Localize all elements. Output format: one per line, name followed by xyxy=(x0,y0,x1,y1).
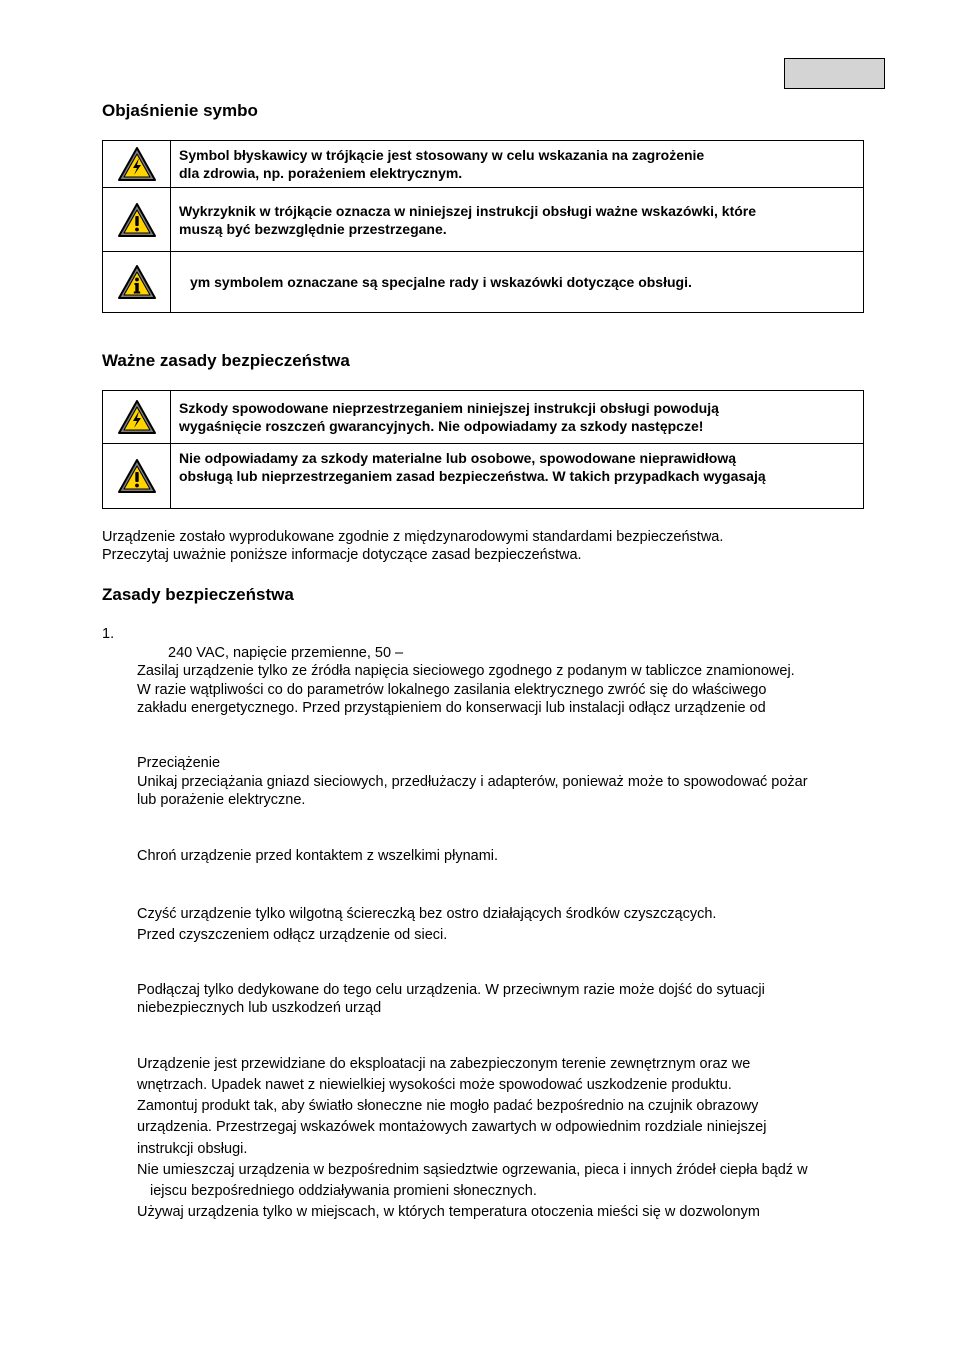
text-line: Nie odpowiadamy za szkody materialne lub osobowe, spowodowane nieprawidłową xyxy=(179,450,736,466)
text-line: Szkody spowodowane nieprzestrzeganiem niniejszej instrukcji obsługi powodują xyxy=(179,400,719,416)
overload-line: Unikaj przeciążania gniazd sieciowych, przedłużaczy i adapterów, ponieważ może to spowodować pożar xyxy=(137,774,808,790)
location-line: iejscu bezpośredniego oddziaływania promieni słonecznych. xyxy=(150,1183,537,1199)
liquids-line: Chroń urządzenie przed kontaktem z wszelkimi płynami. xyxy=(137,848,499,864)
location-line: Używaj urządzenia tylko w miejscach, w których temperatura otoczenia mieści się w dozwolonym xyxy=(137,1204,760,1220)
rules-heading: Zasady bezpieczeństwa xyxy=(102,585,294,604)
power-line: zakładu energetycznego. Przed przystąpieniem do konserwacji lub instalacji odłącz urządzenie od xyxy=(137,700,766,716)
text-line: obsługą lub nieprzestrzeganiem zasad bezpieczeństwa. W takich przypadkach wygasają xyxy=(179,468,766,484)
table-row xyxy=(103,141,864,188)
location-line: Urządzenie jest przewidziane do eksploatacji na zabezpieczonym terenie zewnętrznym oraz we xyxy=(137,1056,751,1072)
text-line: dla zdrowia, np. porażeniem elektrycznym. xyxy=(179,165,463,181)
overload-line: lub porażenie elektryczne. xyxy=(137,792,306,808)
text-line: Wykrzyknik w trójkącie oznacza w niniejszej instrukcji obsługi ważne wskazówki, które xyxy=(179,202,757,219)
location-line: wnętrzach. Upadek nawet z niewielkiej wysokości może spowodować uszkodzenie produktu. xyxy=(137,1077,732,1093)
accessories-line: niebezpiecznych lub uszkodzeń urząd xyxy=(137,1000,382,1016)
voltage-text: 240 VAC, napięcie przemienne, 50 – xyxy=(168,645,404,661)
table-row xyxy=(103,391,864,444)
symbol-explanation-table xyxy=(102,140,864,313)
power-line: Zasilaj urządzenie tylko ze źródła napięcia sieciowego zgodnego z podanym w tabliczce znamionowej. xyxy=(137,663,795,679)
text-line: muszą być bezwzględnie przestrzegane. xyxy=(179,220,447,237)
symbol-text-cell xyxy=(171,252,864,313)
text-line: ym symbolem oznaczane są specjalne rady i wskazówki dotyczące obsługi. xyxy=(190,274,692,290)
icon-cell xyxy=(103,444,171,509)
location-line: Zamontuj produkt tak, aby światło słoneczne nie mogło padać bezpośrednio na czujnik obrazowy xyxy=(137,1098,759,1114)
important-heading: Ważne zasady bezpieczeństwa xyxy=(102,351,350,370)
symbol-text-cell xyxy=(171,444,864,509)
intro-line: Urządzenie zostało wyprodukowane zgodnie z międzynarodowymi standardami bezpieczeństwa. xyxy=(102,529,724,545)
exclamation-warning-icon xyxy=(116,457,158,495)
text-line: Symbol błyskawicy w trójkącie jest stosowany w celu wskazania na zagrożenie xyxy=(179,147,705,163)
info-warning-icon xyxy=(116,263,158,301)
lightning-warning-icon xyxy=(116,398,158,436)
power-line: W razie wątpliwości co do parametrów lokalnego zasilania elektrycznego zwróć się do właściwego xyxy=(137,682,767,698)
list-number: 1. xyxy=(102,626,115,642)
symbol-text-cell xyxy=(171,188,864,252)
overload-title: Przeciążenie xyxy=(137,755,221,771)
table-row xyxy=(103,188,864,252)
language-tab-box xyxy=(784,58,885,89)
symbol-text-cell xyxy=(171,391,864,444)
table-row xyxy=(103,444,864,509)
icon-cell xyxy=(103,391,171,444)
cleaning-line: Czyść urządzenie tylko wilgotną ściereczką bez ostro działających środków czyszczących. xyxy=(137,906,717,922)
location-line: instrukcji obsługi. xyxy=(137,1141,248,1157)
text-line: wygaśnięcie roszczeń gwarancyjnych. Nie odpowiadamy za szkody następcze! xyxy=(179,418,704,434)
icon-cell xyxy=(103,188,171,252)
explain-heading: Objaśnienie symbo xyxy=(102,101,258,120)
cleaning-line: Przed czyszczeniem odłącz urządzenie od sieci. xyxy=(137,927,448,943)
table-row xyxy=(103,252,864,313)
intro-line: Przeczytaj uważnie poniższe informacje dotyczące zasad bezpieczeństwa. xyxy=(102,547,582,563)
exclamation-warning-icon xyxy=(116,201,158,239)
location-line: urządzenia. Przestrzegaj wskazówek montażowych zawartych w odpowiednim rozdziale niniejszej xyxy=(137,1119,767,1135)
location-line: Nie umieszczaj urządzenia w bezpośrednim sąsiedztwie ogrzewania, pieca i innych źródeł ciepła bądź w xyxy=(137,1162,808,1178)
important-rules-table xyxy=(102,390,864,509)
symbol-text-cell xyxy=(171,141,864,188)
accessories-line: Podłączaj tylko dedykowane do tego celu urządzenia. W przeciwnym razie może dojść do sytuacji xyxy=(137,982,765,998)
icon-cell xyxy=(103,252,171,313)
lightning-warning-icon xyxy=(116,145,158,183)
icon-cell xyxy=(103,141,171,188)
